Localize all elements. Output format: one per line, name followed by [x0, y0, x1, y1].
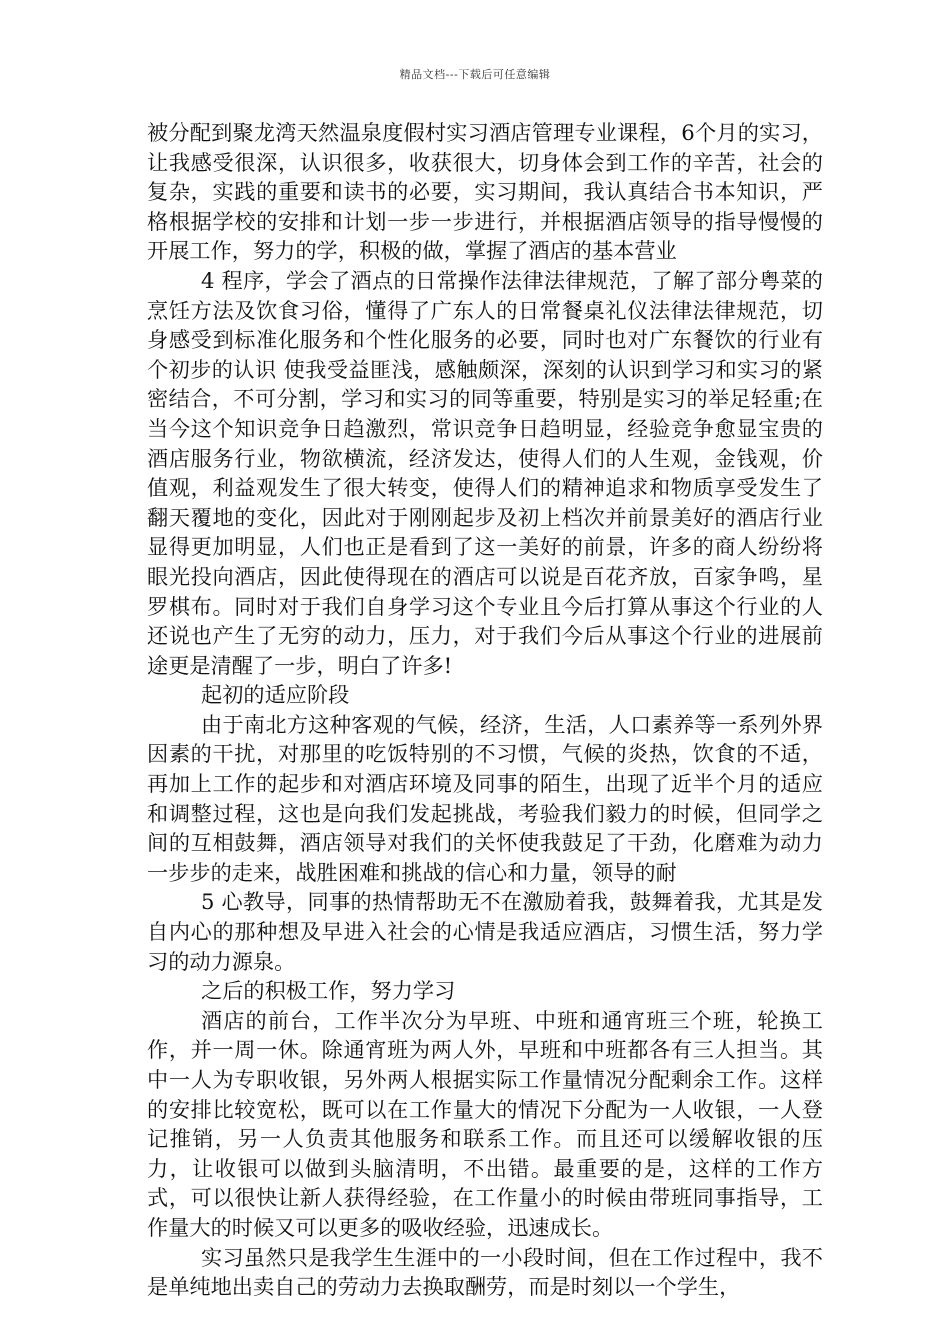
paragraph-5: 酒店的前台，工作半次分为早班、中班和通宵班三个班，轮换工作，并一周一休。除通宵班为两人外，早班和中班都各有三人担当。其中一人为专职收银，另外两人根据实际工作量情况分配剩余工作。这样的安排比较宽松，既可以在工作量大的情况下分配为一人收银，一人登记推销，另一人负责其他服务和联系工作。而且还可以缓解收银的压力，让收银可以做到头脑清明，不出错。最重要的是，这样的工作方式，可以很快让新人获得经验，在工作量小的时候由带班同事指导，工作量大的时候又可以更多的吸收经验，迅速成长。 [147, 1007, 823, 1240]
paragraph-4: 5 心教导，同事的热情帮助无不在激励着我，鼓舞着我，尤其是发自内心的那种想及早进入社会的心情是我适应酒店，习惯生活，努力学习的动力源泉。 [147, 889, 823, 974]
paragraph-3: 由于南北方这种客观的气候，经济，生活，人口素养等一系列外界因素的干扰，对那里的吃饭特别的不习惯，气候的炎热，饮食的不适，再加上工作的起步和对酒店环境及同事的陌生，出现了近半个月的适应和调整过程，这也是向我们发起挑战，考验我们毅力的时候，但同学之间的互相鼓舞，酒店领导对我们的关怀使我鼓足了干劲，化磨难为动力一步步的走来，战胜困难和挑战的信心和力量，领导的耐 [147, 711, 823, 885]
document-body [147, 118, 823, 1302]
paragraph-6: 实习虽然只是我学生生涯中的一小段时间，但在工作过程中，我不是单纯地出卖自己的劳动力去换取酬劳，而是时刻以一个学生， [147, 1244, 823, 1300]
page-header: 精品文档---下载后可任意编辑 [399, 68, 551, 81]
paragraph-2: 4 程序，学会了酒点的日常操作法律法律规范，了解了部分粤菜的烹饪方法及饮食习俗，懂得了广东人的日常餐桌礼仪法律法律规范，切身感受到标准化服务和个性化服务的必要，同时也对广东餐饮的行业有个初步的认识 使我受益匪浅，感触颇深，深刻的认识到学习和实习的紧密结合，不可分割，学习和实习的同等重要，特别是实习的举足轻重;在当今这个知识竞争日趋激烈，常识竞争日趋明显，经验竞争愈显宝贵的酒店服务行业，物欲横流，经济发达，使得人们的人生观，金钱观，价值观，利益观发生了很大转变，使得人们的精神追求和物质享受发生了翻天覆地的变化，因此对于刚刚起步及初上档次并前景美好的酒店行业显得更加明显，人们也正是看到了这一美好的前景，许多的商人纷纷将眼光投向酒店，因此使得现在的酒店可以说是百花齐放，百家争鸣，星罗棋布。同时对于我们自身学习这个专业且今后打算从事这个行业的人还说也产生了无穷的动力，压力，对于我们今后从事这个行业的进展前途更是清醒了一步，明白了许多! [147, 267, 823, 678]
paragraph-1: 被分配到聚龙湾天然温泉度假村实习酒店管理专业课程，6个月的实习，让我感受很深，认识很多，收获很大，切身体会到工作的辛苦，社会的复杂，实践的重要和读书的必要，实习期间，我认真结合书本知识，严格根据学校的安排和计划一步一步进行，并根据酒店领导的指导慢慢的开展工作，努力的学，积极的做，掌握了酒店的基本营业 [147, 120, 823, 264]
section-heading-work: 之后的积极工作，努力学习 [201, 978, 456, 1004]
section-heading-adaptation: 起初的适应阶段 [201, 682, 350, 708]
